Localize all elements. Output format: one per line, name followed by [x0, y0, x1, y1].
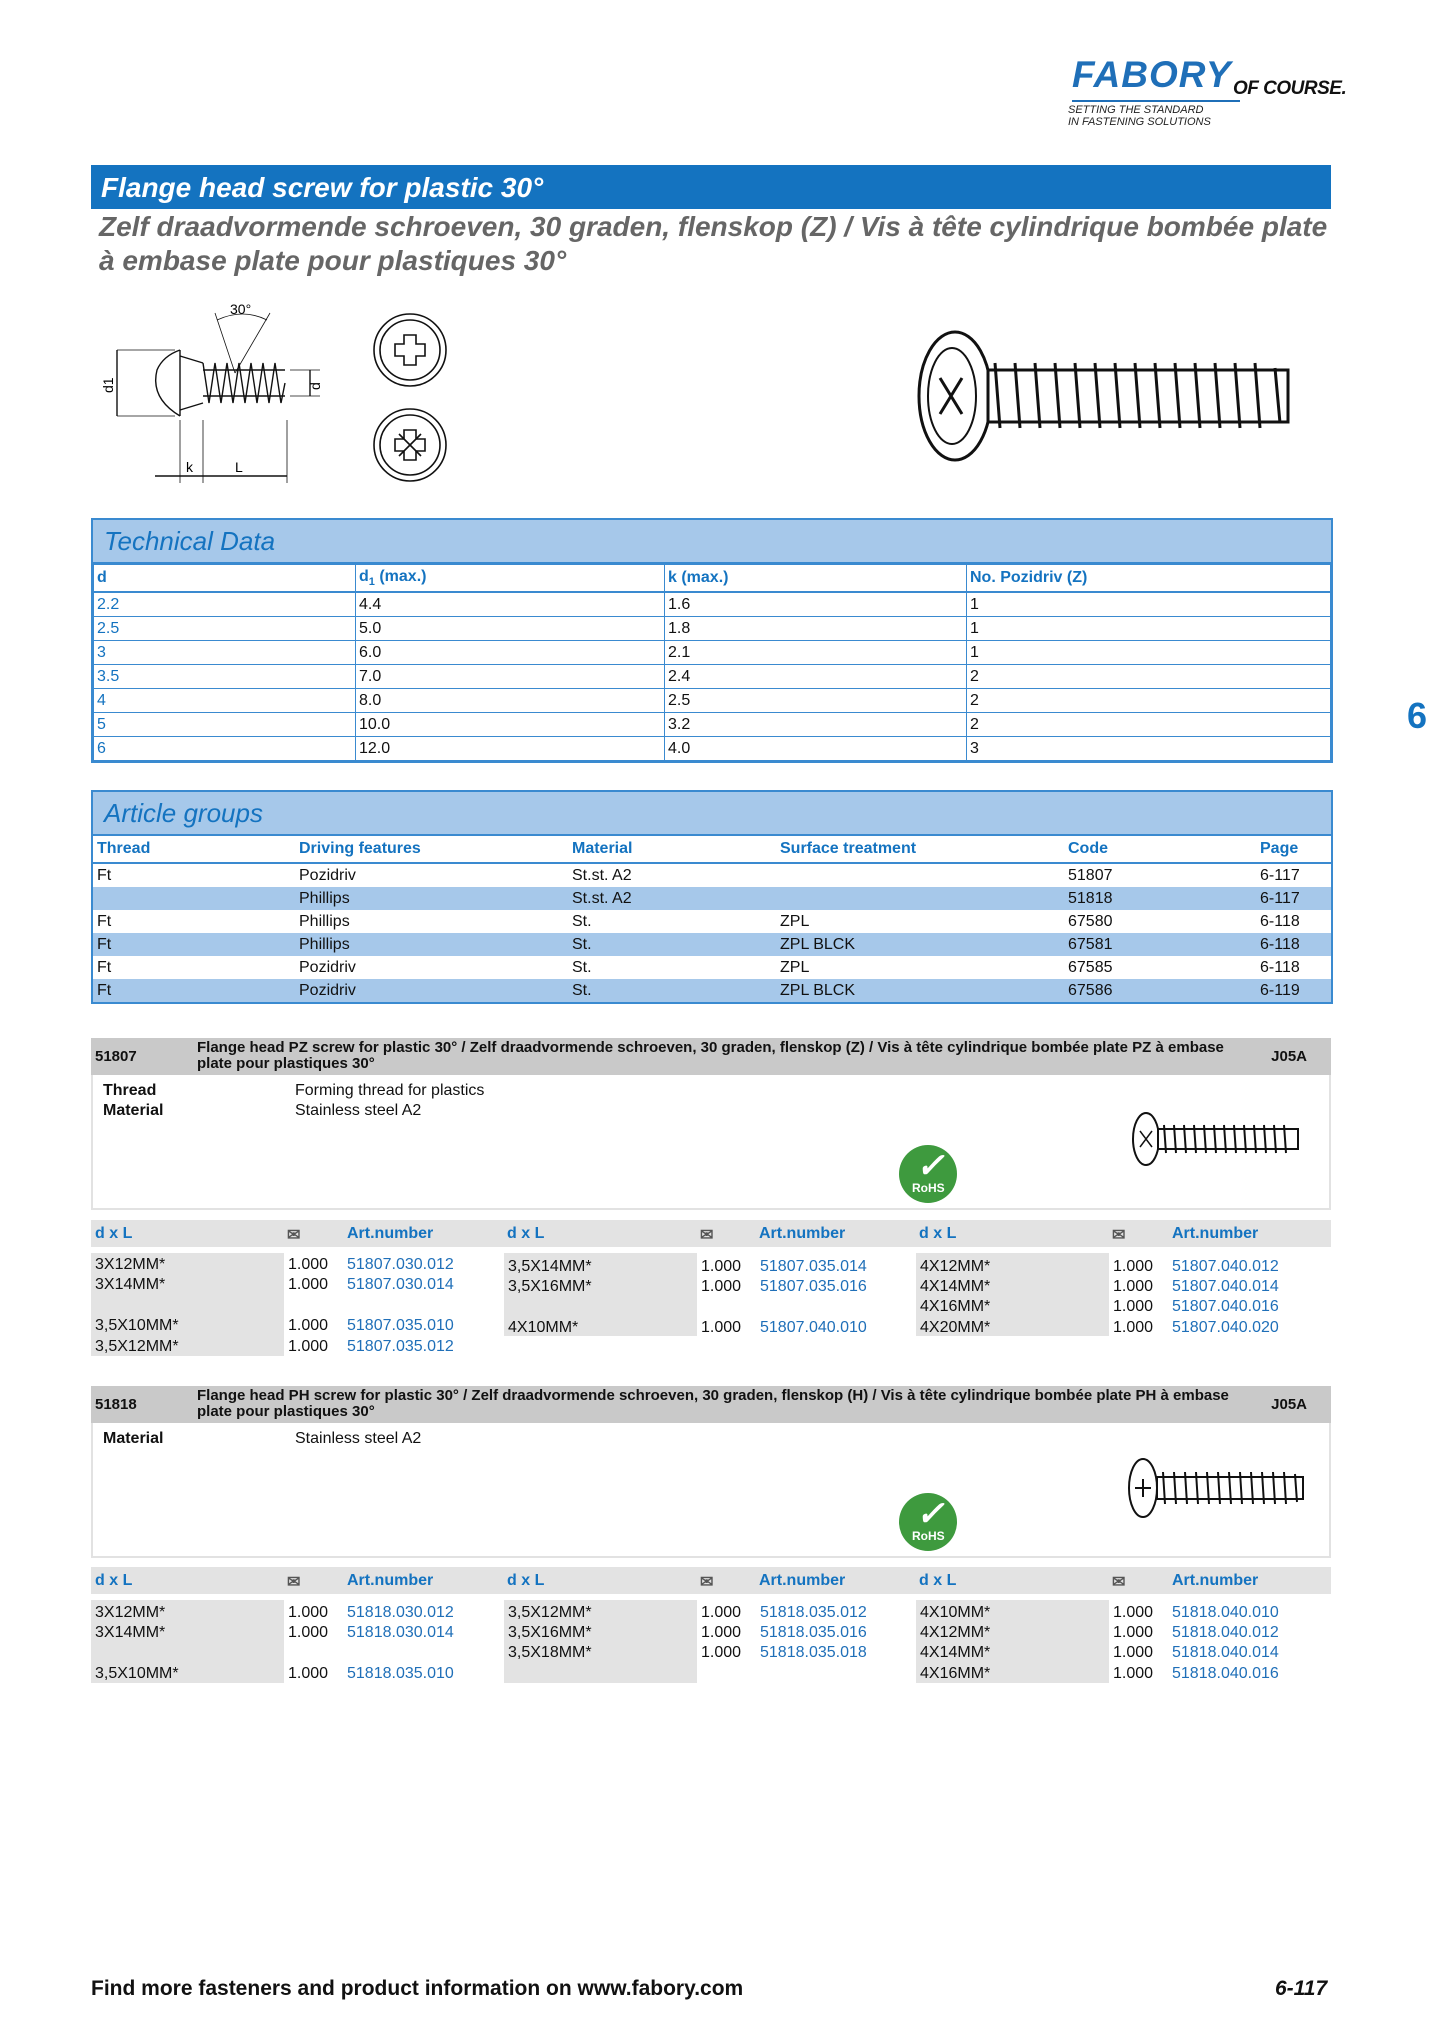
dxl-cell: 4X20MM*: [920, 1319, 991, 1336]
cell-material: St.: [572, 912, 592, 930]
dxl-cell: 3X12MM*: [95, 1256, 166, 1273]
art-number-link[interactable]: 51807.035.016: [760, 1278, 867, 1295]
dxl-header: d x L: [507, 1225, 545, 1242]
pack-cell: 1.000: [288, 1665, 329, 1682]
cell-surface: ZPL: [780, 912, 810, 930]
check-icon: ✓: [916, 1495, 945, 1533]
cell-code[interactable]: 67586: [1064, 979, 1256, 1002]
fabory-logo: [1062, 52, 1352, 132]
rohs-badge: [899, 1145, 957, 1203]
art-number-link[interactable]: 51818.030.014: [347, 1624, 454, 1641]
pack-cell: 1.000: [288, 1276, 329, 1293]
art-number-link[interactable]: 51818.040.010: [1172, 1604, 1279, 1621]
table-row[interactable]: [93, 933, 1331, 956]
cell-pozidriv: 3: [967, 737, 1331, 761]
table-row[interactable]: [93, 863, 1331, 887]
page-number: 6-117: [1275, 1977, 1328, 2000]
cell-code[interactable]: 51807: [1068, 866, 1113, 884]
rohs-label: RoHS: [912, 1181, 945, 1195]
chapter-number: 6: [1407, 695, 1428, 736]
dxl-cell: 4X14MM*: [920, 1644, 991, 1661]
table-row[interactable]: [93, 979, 1331, 1002]
logo-slogan-line2: IN FASTENING SOLUTIONS: [1068, 116, 1211, 128]
art-number-link[interactable]: 51807.040.010: [760, 1319, 867, 1336]
cell-page[interactable]: 6-119: [1256, 979, 1331, 1002]
envelope-icon: ✉: [287, 1574, 301, 1591]
art-number-link[interactable]: 51818.040.016: [1172, 1665, 1279, 1682]
pack-cell: 1.000: [701, 1604, 742, 1621]
prop-value-material: Stainless steel A2: [295, 1430, 422, 1447]
drive-symbols: [370, 310, 450, 490]
cell-driving: Phillips: [299, 912, 350, 930]
column-header: No. Pozidriv (Z): [967, 565, 1331, 593]
product-ref: J05A: [1271, 1396, 1307, 1413]
prop-value-thread: Forming thread for plastics: [295, 1082, 485, 1099]
cell-d: 3: [94, 641, 356, 665]
cell-thread: Ft: [97, 912, 112, 930]
rohs-label: RoHS: [912, 1529, 945, 1543]
table-row: [94, 592, 1331, 617]
envelope-icon: ✉: [700, 1574, 714, 1591]
cell-code[interactable]: 67580: [1068, 912, 1113, 930]
article-groups-header: [93, 792, 1331, 836]
cell-page[interactable]: 6-117: [1256, 887, 1331, 910]
table-row: [94, 617, 1331, 641]
product-body-51818: [91, 1423, 1331, 1558]
technical-data-title: Technical Data: [104, 526, 276, 556]
product-code: 51807: [95, 1048, 137, 1065]
page-subtitle: Zelf draadvormende schroeven, 30 graden, flenskop (Z) / Vis à tête cylindrique bombée plate à embase plate pour plastiques 30°: [99, 211, 1328, 276]
cell-driving: Pozidriv: [295, 979, 568, 1002]
pack-cell: 1.000: [701, 1258, 742, 1275]
column-header: Code: [1064, 836, 1256, 863]
column-header: Driving features: [295, 836, 568, 863]
art-number-header: Art.number: [347, 1225, 434, 1242]
dxl-header: d x L: [95, 1225, 133, 1242]
art-number-link[interactable]: 51818.030.012: [347, 1604, 454, 1621]
prop-label-thread: Thread: [103, 1082, 157, 1099]
column-header: $d_1$ (max.): [356, 565, 665, 593]
cell-page[interactable]: 6-118: [1260, 912, 1300, 930]
art-number-link[interactable]: 51818.035.016: [760, 1624, 867, 1641]
cell-material: St.: [572, 958, 592, 976]
prop-value-material: Stainless steel A2: [295, 1102, 422, 1119]
table-row: [94, 665, 1331, 689]
table-header-row: [94, 565, 1331, 593]
screw-thumbnail: [1128, 1109, 1308, 1169]
dxl-cell: 4X12MM*: [920, 1258, 991, 1275]
cell-d1: 8.0: [356, 689, 665, 713]
cell-pozidriv: 1: [967, 592, 1331, 617]
dxl-cell: 4X14MM*: [920, 1278, 991, 1295]
cell-k: 3.2: [665, 713, 967, 737]
product-ref: J05A: [1271, 1048, 1307, 1065]
cell-d1: 12.0: [356, 737, 665, 761]
art-number-header: Art.number: [759, 1572, 846, 1589]
cell-thread: Ft: [93, 979, 295, 1002]
table-row[interactable]: [93, 887, 1331, 910]
pack-cell: 1.000: [701, 1624, 742, 1641]
table-row[interactable]: [93, 956, 1331, 979]
column-header: k (max.): [665, 565, 967, 593]
prop-label-material: Material: [103, 1430, 164, 1447]
cell-d: 2.5: [94, 617, 356, 641]
pack-cell: 1.000: [1113, 1665, 1154, 1682]
pack-cell: 1.000: [1113, 1624, 1154, 1641]
cell-pozidriv: 2: [967, 713, 1331, 737]
article-grid-header-51807: [91, 1220, 1331, 1247]
envelope-icon: ✉: [1112, 1227, 1126, 1244]
cell-surface: ZPL BLCK: [776, 933, 1064, 956]
cell-d: 2.2: [94, 592, 356, 617]
pack-cell: 1.000: [288, 1604, 329, 1621]
cell-code[interactable]: 51818: [1064, 887, 1256, 910]
dxl-cell: 3X12MM*: [95, 1604, 166, 1621]
pack-cell: 1.000: [1113, 1644, 1154, 1661]
logo-brand: FABORY: [1072, 54, 1232, 95]
logo-slogan: [1068, 104, 1211, 128]
product-header-51818: [91, 1386, 1331, 1423]
dxl-cell: 3,5X18MM*: [508, 1644, 592, 1661]
column-header: Surface treatment: [776, 836, 1064, 863]
art-number-link[interactable]: 51807.040.020: [1172, 1319, 1279, 1336]
k-label: k: [186, 459, 193, 475]
footer-text[interactable]: Find more fasteners and product information on www.fabory.com: [91, 1977, 744, 2000]
product-body-51807: [91, 1075, 1331, 1210]
pack-cell: 1.000: [288, 1256, 329, 1273]
product-title: Flange head PZ screw for plastic 30° / Zelf draadvormende schroeven, 30 graden, flenskop (Z) / Vis à tête cylindrique bombée plate PZ à embase plate pour plastiques 30°: [197, 1039, 1224, 1072]
dxl-cell: 4X16MM*: [920, 1665, 991, 1682]
cell-surface: ZPL BLCK: [776, 979, 1064, 1002]
article-groups-section: [91, 790, 1333, 1004]
cell-k: 2.5: [665, 689, 967, 713]
art-number-link[interactable]: 51807.030.014: [347, 1276, 454, 1293]
cell-page[interactable]: 6-117: [1260, 866, 1300, 884]
dxl-cell: 3X14MM*: [95, 1276, 166, 1293]
envelope-icon: ✉: [287, 1227, 301, 1244]
pack-cell: 1.000: [288, 1317, 329, 1334]
pack-cell: 1.000: [701, 1278, 742, 1295]
table-row: [94, 641, 1331, 665]
cell-d1: 7.0: [356, 665, 665, 689]
cell-code[interactable]: 67581: [1064, 933, 1256, 956]
art-number-link[interactable]: 51807.040.016: [1172, 1298, 1279, 1315]
cell-driving: Pozidriv: [299, 866, 356, 884]
cell-d: 3.5: [94, 665, 356, 689]
table-row[interactable]: [93, 910, 1331, 933]
cell-k: 2.4: [665, 665, 967, 689]
table-row: [94, 689, 1331, 713]
cell-thread: Ft: [97, 958, 112, 976]
product-title: Flange head PH screw for plastic 30° / Zelf draadvormende schroeven, 30 graden, flenskop (H) / Vis à tête cylindrique bombée plate PH à embase plate pour plastiques 30°: [197, 1387, 1229, 1420]
pack-cell: 1.000: [1113, 1319, 1154, 1336]
article-groups-table: [93, 836, 1331, 1002]
cell-d: 5: [94, 713, 356, 737]
pack-cell: 1.000: [701, 1644, 742, 1661]
cell-k: 1.6: [665, 592, 967, 617]
dxl-cell: 3X14MM*: [95, 1624, 166, 1641]
cell-thread: Ft: [97, 866, 112, 884]
cell-page[interactable]: 6-118: [1256, 933, 1331, 956]
cell-material: St.: [568, 933, 776, 956]
art-number-link[interactable]: 51807.030.012: [347, 1256, 454, 1273]
cell-driving: Phillips: [295, 933, 568, 956]
article-groups-title: Article groups: [104, 798, 263, 828]
cell-thread: Ft: [93, 933, 295, 956]
cell-thread: [93, 887, 295, 910]
cell-page[interactable]: 6-118: [1260, 958, 1300, 976]
cell-driving: Pozidriv: [299, 958, 356, 976]
art-number-link[interactable]: 51818.035.018: [760, 1644, 867, 1661]
column-header: Page: [1256, 836, 1331, 863]
technical-data-table: [93, 564, 1331, 761]
art-number-header: Art.number: [759, 1225, 846, 1242]
cell-d1: 5.0: [356, 617, 665, 641]
cell-surface: ZPL: [780, 958, 810, 976]
dxl-header: d x L: [919, 1572, 957, 1589]
pack-cell: 1.000: [1113, 1298, 1154, 1315]
column-header: d: [94, 565, 356, 593]
cell-d1: 6.0: [356, 641, 665, 665]
art-number-header: Art.number: [347, 1572, 434, 1589]
pack-cell: 1.000: [1113, 1278, 1154, 1295]
art-number-link[interactable]: 51807.040.014: [1172, 1278, 1279, 1295]
dxl-cell: 3,5X14MM*: [508, 1258, 592, 1275]
cell-k: 1.8: [665, 617, 967, 641]
envelope-icon: ✉: [1112, 1574, 1126, 1591]
table-row: [94, 737, 1331, 761]
pack-cell: 1.000: [288, 1338, 329, 1355]
cell-k: 4.0: [665, 737, 967, 761]
art-number-link[interactable]: 51818.035.010: [347, 1665, 454, 1682]
art-number-link[interactable]: 51818.040.014: [1172, 1644, 1279, 1661]
angle-label: 30°: [230, 301, 252, 317]
dxl-header: d x L: [507, 1572, 545, 1589]
title-bar: [91, 165, 1331, 209]
table-row: [94, 713, 1331, 737]
check-icon: ✓: [916, 1147, 945, 1185]
dxl-cell: 3,5X12MM*: [95, 1338, 179, 1355]
dxl-cell: 3,5X12MM*: [508, 1604, 592, 1621]
logo-tagline: OF COURSE.: [1233, 78, 1347, 99]
pack-cell: 1.000: [701, 1319, 742, 1336]
technical-data-header: [93, 520, 1331, 564]
cell-k: 2.1: [665, 641, 967, 665]
column-header: Material: [568, 836, 776, 863]
dxl-cell: 3,5X10MM*: [95, 1317, 179, 1334]
cell-pozidriv: 1: [967, 641, 1331, 665]
technical-data-section: [91, 518, 1333, 763]
d1-label: d1: [100, 377, 116, 393]
cell-pozidriv: 2: [967, 689, 1331, 713]
art-number-header: Art.number: [1172, 1572, 1259, 1589]
rohs-badge: [899, 1493, 957, 1551]
product-header-51807: [91, 1038, 1331, 1075]
dxl-header: d x L: [95, 1572, 133, 1589]
dxl-cell: 4X12MM*: [920, 1624, 991, 1641]
cell-d1: 10.0: [356, 713, 665, 737]
dxl-cell: 4X10MM*: [920, 1604, 991, 1621]
prop-label-material: Material: [103, 1102, 164, 1119]
logo-underline: [1072, 100, 1240, 102]
product-code: 51818: [95, 1396, 137, 1413]
logo-slogan-line1: SETTING THE STANDARD: [1068, 104, 1204, 116]
L-label: L: [235, 459, 243, 475]
cell-material: St.st. A2: [568, 887, 776, 910]
art-number-link[interactable]: 51807.040.012: [1172, 1258, 1279, 1275]
art-number-link[interactable]: 51818.035.012: [760, 1604, 867, 1621]
page-title: Flange head screw for plastic 30°: [101, 172, 544, 203]
cell-code[interactable]: 67585: [1068, 958, 1113, 976]
pack-cell: 1.000: [1113, 1604, 1154, 1621]
screw-photo: [900, 328, 1310, 463]
pack-cell: 1.000: [288, 1624, 329, 1641]
dxl-cell: 3,5X16MM*: [508, 1278, 592, 1295]
article-grid-header-51818: [91, 1567, 1331, 1594]
dxl-cell: 4X16MM*: [920, 1298, 991, 1315]
pack-cell: 1.000: [1113, 1258, 1154, 1275]
column-header: Thread: [93, 836, 295, 863]
envelope-icon: ✉: [700, 1227, 714, 1244]
table-header-row: [93, 836, 1331, 863]
dxl-header: d x L: [919, 1225, 957, 1242]
screw-thumbnail: [1123, 1455, 1313, 1521]
dxl-cell: 4X10MM*: [508, 1319, 579, 1336]
dxl-cell: 3,5X10MM*: [95, 1665, 179, 1682]
art-number-link[interactable]: 51818.040.012: [1172, 1624, 1279, 1641]
art-number-link[interactable]: 51807.035.012: [347, 1338, 454, 1355]
art-number-link[interactable]: 51807.035.014: [760, 1258, 867, 1275]
dxl-cell: 3,5X16MM*: [508, 1624, 592, 1641]
cell-pozidriv: 2: [967, 665, 1331, 689]
art-number-link[interactable]: 51807.035.010: [347, 1317, 454, 1334]
cell-surface: [776, 863, 1064, 887]
cell-pozidriv: 1: [967, 617, 1331, 641]
cell-d1: 4.4: [356, 592, 665, 617]
cell-driving: Phillips: [295, 887, 568, 910]
cell-d: 4: [94, 689, 356, 713]
cell-d: 6: [94, 737, 356, 761]
art-number-header: Art.number: [1172, 1225, 1259, 1242]
cell-surface: [776, 887, 1064, 910]
d-label: d: [307, 382, 323, 390]
cell-material: St.: [568, 979, 776, 1002]
cell-material: St.st. A2: [572, 866, 632, 884]
